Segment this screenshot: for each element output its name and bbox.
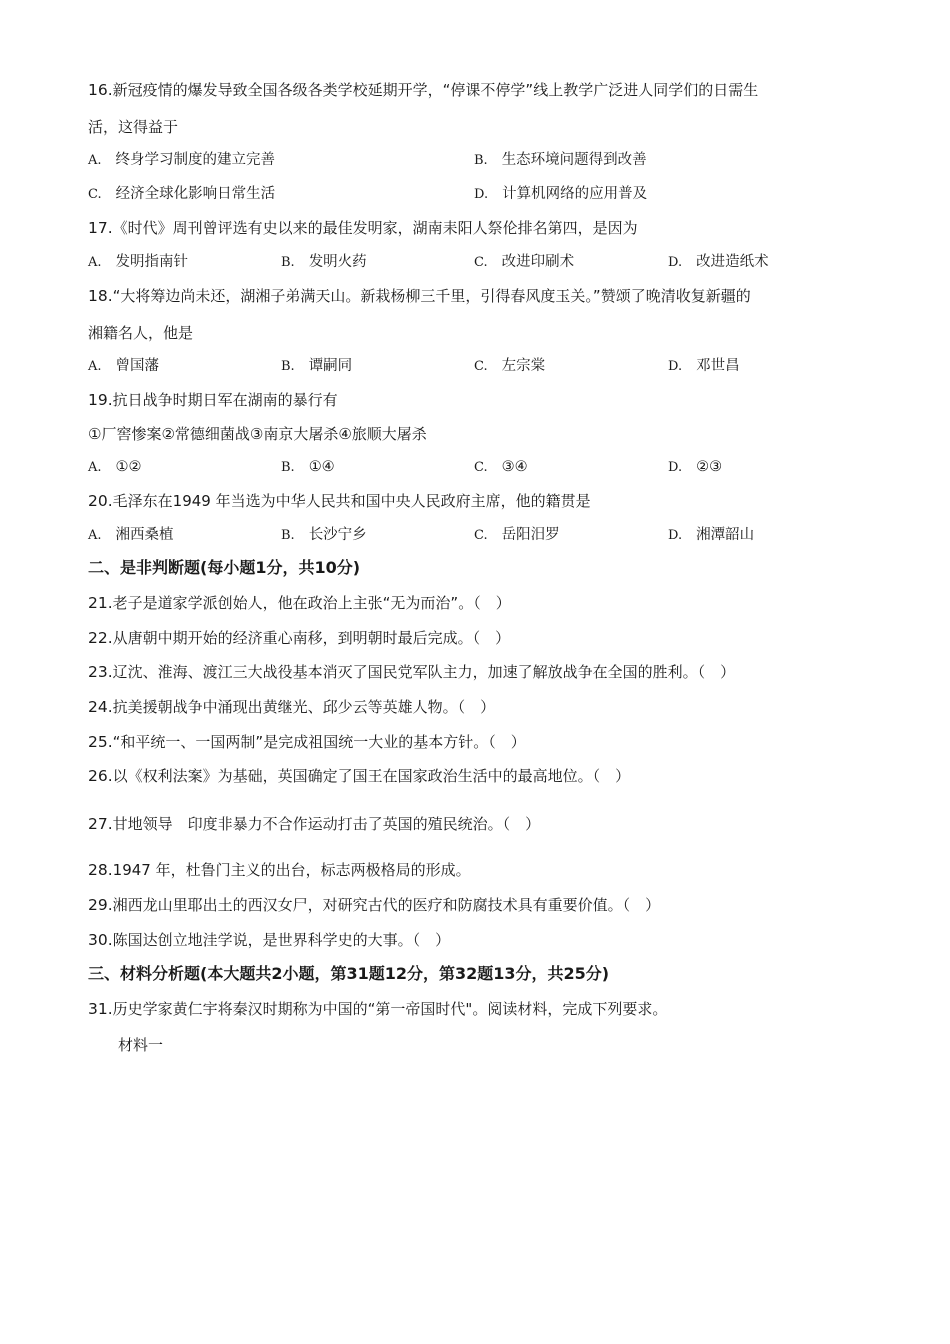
judgment-item: 25.“和平统一、一国两制”是完成祖国统一大业的基本方针。（ ）: [88, 733, 526, 751]
judgment-item: 23.辽沈、淮海、渡江三大战役基本消灭了国民党军队主力，加速了解放战争在全国的胜利。（ ）: [88, 663, 736, 681]
question-20: [88, 491, 591, 511]
judgment-item: 21.老子是道家学派创始人，他在政治上主张“无为而治”。（ ）: [88, 594, 511, 612]
option-a: A. ①②: [88, 459, 142, 475]
question-text: 毛泽东在1949 年当选为中华人民共和国中央人民政府主席，他的籍贯是: [112, 492, 591, 510]
question-text: 新冠疫情的爆发导致全国各级各类学校延期开学，“停课不停学”线上教学广泛进人同学们的日需生: [112, 81, 759, 99]
section-heading-material: 三、材料分析题(本大题共2小题，第31题12分，第32题13分，共25分): [88, 964, 610, 983]
option-c: C. ③④: [474, 459, 528, 475]
question-16: [88, 80, 758, 100]
option-d: D. 湘潭韶山: [668, 527, 755, 543]
option-d: D. 计算机网络的应用普及: [474, 186, 648, 202]
option-c: C. 改进印刷术: [474, 254, 575, 270]
option-c: C. 左宗棠: [474, 358, 546, 374]
judgment-item: 28.1947 年，杜鲁门主义的出台，标志两极格局的形成。: [88, 861, 471, 879]
material-label: 材料一: [118, 1036, 164, 1054]
option-a: A. 终身学习制度的建立完善: [88, 152, 276, 168]
option-a: A. 湘西桑植: [88, 527, 174, 543]
question-17: [88, 218, 638, 238]
question-number: 20.: [88, 492, 113, 510]
judgment-item: 27.甘地领导 印度非暴力不合作运动打击了英国的殖民统治。（ ）: [88, 815, 541, 833]
option-d: D. ②③: [668, 459, 723, 475]
question-18-continued: [88, 323, 193, 343]
question-19: [88, 390, 338, 410]
judgment-item: 26.以《权利法案》为基础，英国确定了国王在国家政治生活中的最高地位。（ ）: [88, 767, 631, 785]
option-d: D. 改进造纸术: [668, 254, 769, 270]
option-b: B. 谭嗣同: [281, 358, 353, 374]
question-number: 17.: [88, 219, 113, 237]
option-b: B. 发明火药: [281, 254, 367, 270]
section-heading-judgment: 二、是非判断题(每小题1分，共10分): [88, 558, 361, 577]
option-c: C. 岳阳汨罗: [474, 527, 560, 543]
option-c: C. 经济全球化影响日常生活: [88, 186, 276, 202]
question-number: 31.: [88, 1000, 113, 1018]
option-d: D. 邓世昌: [668, 358, 740, 374]
judgment-item: 29.湘西龙山里耶出土的西汉女尸，对研究古代的医疗和防腐技术具有重要价值。（ ）: [88, 896, 661, 914]
question-number: 19.: [88, 391, 113, 409]
question-31: [88, 999, 667, 1019]
question-18: [88, 286, 751, 306]
question-16-continued: [88, 117, 178, 137]
numbered-items: ①厂窖惨案②常德细菌战③南京大屠杀④旅顺大屠杀: [88, 425, 427, 443]
question-text: “大将筹边尚未还，湖湘子弟满天山。新栽杨柳三千里，引得春风度玉关。”赞颂了晚清收复新疆的: [112, 287, 751, 305]
option-a: A. 曾国藩: [88, 358, 160, 374]
judgment-item: 24.抗美援朝战争中涌现出黄继光、邱少云等英雄人物。（ ）: [88, 698, 496, 716]
question-text: 湘籍名人，他是: [88, 324, 194, 342]
option-b: B. ①④: [281, 459, 335, 475]
option-b: B. 长沙宁乡: [281, 527, 367, 543]
question-text: 活，这得益于: [88, 118, 179, 136]
question-text: 抗日战争时期日军在湖南的暴行有: [112, 391, 338, 409]
question-number: 16.: [88, 81, 113, 99]
question-number: 18.: [88, 287, 113, 305]
question-text: 《时代》周刊曾评选有史以来的最佳发明家，湖南耒阳人祭伦排名第四，是因为: [112, 219, 638, 237]
option-b: B. 生态环境问题得到改善: [474, 152, 647, 168]
judgment-item: 30.陈国达创立地洼学说，是世界科学史的大事。（ ）: [88, 931, 451, 949]
option-a: A. 发明指南针: [88, 254, 189, 270]
question-text: 历史学家黄仁宇将秦汉时期称为中国的“第一帝国时代"。阅读材料，完成下列要求。: [112, 1000, 668, 1018]
judgment-item: 22.从唐朝中期开始的经济重心南移，到明朝时最后完成。（ ）: [88, 629, 511, 647]
question-19-items: [88, 424, 427, 444]
